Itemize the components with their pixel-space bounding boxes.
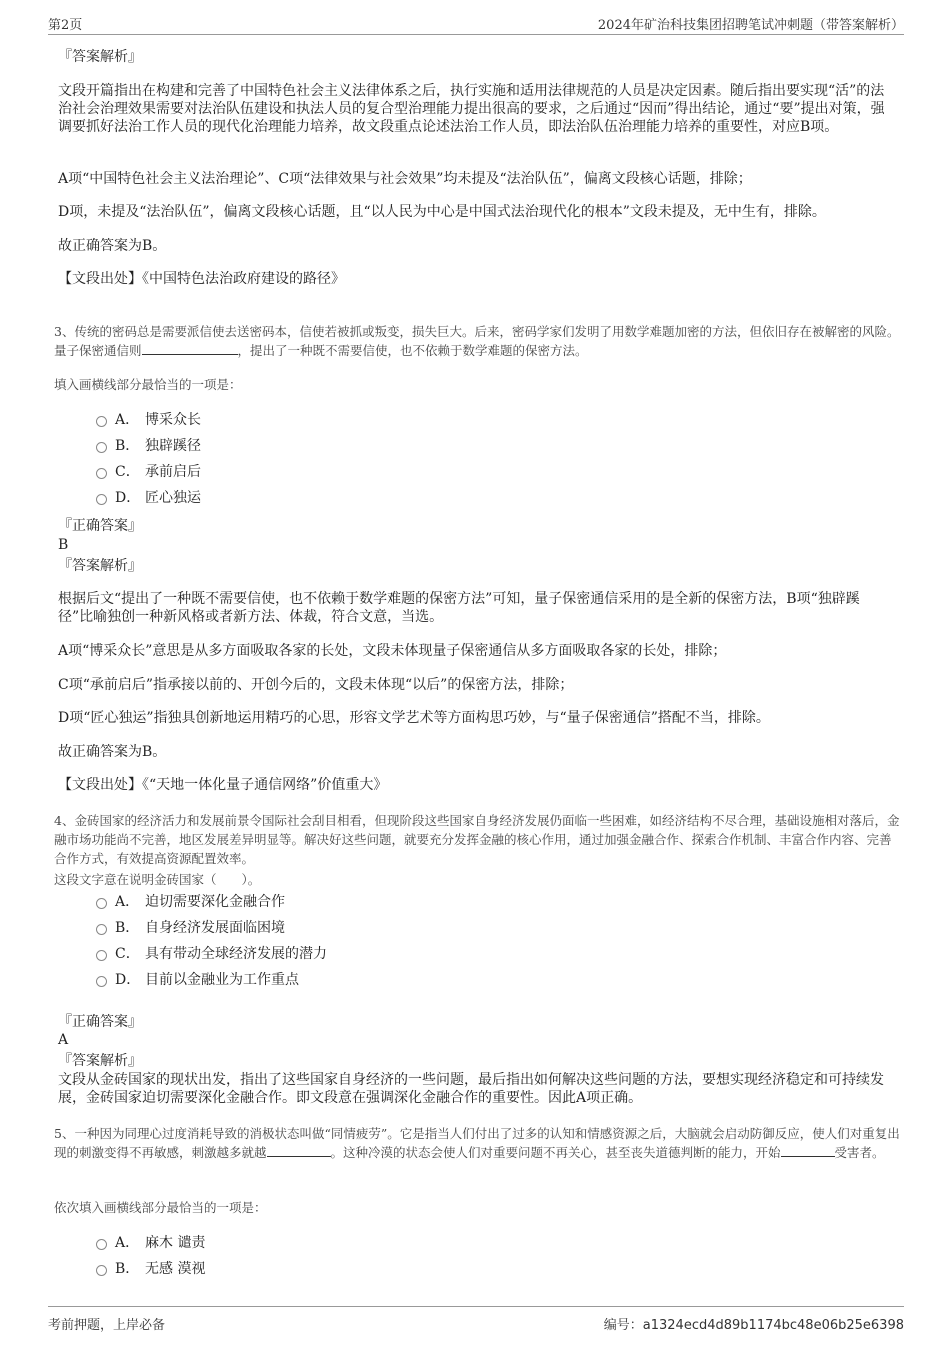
q4-stem: 4、金砖国家的经济活力和发展前景令国际社会刮目相看，但现阶段这些国家自身经济发展仍面临一些困难，如经济结构不尽合理，基础设施相对落后，金融市场功能尚不完善，地区发展差异明显等。解决好这些问题，就要充分发挥金融的核心作用，通过加强金融合作、探索合作机制、丰富合作内容、完善合作方式，有效提高资源配置效率。 <box>54 813 900 866</box>
q3-stem <box>54 322 900 360</box>
page-footer <box>48 1306 904 1337</box>
q3-stem-part2: ，提出了一种既不需要信使，也不依赖于数学难题的保密方法。 <box>237 343 588 358</box>
q4-option-a[interactable]: A． 迫切需要深化金融合作 <box>96 892 285 912</box>
q2-analysis-p1: 文段开篇指出在构建和完善了中国特色社会主义法律体系之后，执行实施和适用法律规范的人员是决定因素。随后指出要实现“活”的法治社会治理效果需要对法治队伍建设和执法人员的复合型治理能力提出很高的要求，之后通过“因而”得出结论，通过“要”提出对策，强调要抓好法治工作人员的现代化治理能力培养，故文段重点论述法治工作人员，即法治队伍治理能力培养的重要性，对应B项。 <box>58 83 885 135</box>
q3-analysis-p1: 根据后文“提出了一种既不需要信使，也不依赖于数学难题的保密方法”可知，量子保密通信采用的是全新的保密方法，B项“独辟蹊径”比喻独创一种新风格或者新方法、体裁，符合文意，当选。 <box>58 591 860 625</box>
q3-option-a[interactable]: A． 博采众长 <box>96 410 201 430</box>
q3-source: 【文段出处】《“天地一体化量子通信网络”价值重大》 <box>58 777 388 793</box>
radio-icon[interactable] <box>96 898 107 909</box>
q3-analysis-p3: C项“承前启后”指承接以前的、开创今后的，文段未体现“以后”的保密方法，排除； <box>58 677 574 693</box>
q3-stem-part1: 3、传统的密码总是需要派信使去送密码本，信使若被抓或叛变，损失巨大。后来，密码学家们发明了用数学难题加密的方法，但依旧存在被解密的风险。量子保密通信则 <box>54 324 900 358</box>
q3-correct-label: 『正确答案』 <box>58 518 142 534</box>
document-title: 2024年矿治科技集团招聘笔试冲刺题（带答案解析） <box>597 18 904 33</box>
q4-option-c[interactable]: C． 具有带动全球经济发展的潜力 <box>96 944 327 964</box>
footer-code-label: 编号： <box>603 1318 643 1333</box>
radio-icon[interactable] <box>96 976 107 987</box>
q3-correct-value: B <box>58 537 69 553</box>
q3-option-c[interactable]: C． 承前启后 <box>96 462 201 482</box>
q2-analysis-p3: D项，未提及“法治队伍”，偏离文段核心话题，且“以人民为中心是中国式法治现代化的根本”文段未提及，无中生有，排除。 <box>58 204 826 220</box>
q5-blank-2 <box>781 1144 835 1157</box>
q2-source: 【文段出处】《中国特色法治政府建设的路径》 <box>58 271 345 287</box>
q4-option-b[interactable]: B． 自身经济发展面临困境 <box>96 918 285 938</box>
q5-blank-1 <box>267 1144 331 1157</box>
q4-analysis-p1: 文段从金砖国家的现状出发，指出了这些国家自身经济的一些问题，最后指出如何解决这些问题的方法，要想实现经济稳定和可持续发展，金砖国家迫切需要深化金融合作。即文段意在强调深化金融合作的重要性。因此A项正确。 <box>58 1072 884 1106</box>
page-number: 第2页 <box>48 18 83 33</box>
page-header <box>48 10 904 35</box>
q5-option-a[interactable]: A． 麻木 谴责 <box>96 1233 205 1253</box>
q5-stem <box>54 1124 900 1162</box>
q5-option-b[interactable]: B． 无感 漠视 <box>96 1259 205 1279</box>
q2-analysis-p4: 故正确答案为B。 <box>58 238 167 254</box>
q2-analysis-p2: A项“中国特色社会主义法治理论”、C项“法律效果与社会效果”均未提及“法治队伍”，偏离文段核心话题，排除； <box>58 171 752 187</box>
radio-icon[interactable] <box>96 924 107 935</box>
radio-icon[interactable] <box>96 416 107 427</box>
radio-icon[interactable] <box>96 494 107 505</box>
q4-option-d[interactable]: D． 目前以金融业为工作重点 <box>96 970 299 990</box>
q3-blank <box>142 342 238 355</box>
radio-icon[interactable] <box>96 1239 107 1250</box>
q3-option-d[interactable]: D． 匠心独运 <box>96 488 201 508</box>
q5-stem-part1: 5、一种因为同理心过度消耗导致的消极状态叫做“同情疲劳”。它是指当人们付出了过多的认知和情感资源之后，大脑就会启动防御反应，使人们对重复出现的刺激变得不再敏感，刺激越多就越 <box>54 1126 900 1160</box>
q5-prompt: 依次填入画横线部分最恰当的一项是： <box>54 1200 267 1215</box>
q4-correct-label: 『正确答案』 <box>58 1014 142 1030</box>
q5-stem-part3: 受害者。 <box>834 1145 885 1160</box>
radio-icon[interactable] <box>96 950 107 961</box>
radio-icon[interactable] <box>96 442 107 453</box>
radio-icon[interactable] <box>96 468 107 479</box>
footer-code-value: a1324ecd4d89b1174bc48e06b25e6398 <box>642 1318 904 1333</box>
footer-slogan: 考前押题，上岸必备 <box>48 1318 166 1333</box>
q2-analysis-label: 『答案解析』 <box>58 49 142 65</box>
q4-analysis-label: 『答案解析』 <box>58 1053 142 1069</box>
q3-analysis-p4: D项“匠心独运”指独具创新地运用精巧的心思，形容文学艺术等方面构思巧妙，与“量子保密通信”搭配不当，排除。 <box>58 710 770 726</box>
q3-analysis-p2: A项“博采众长”意思是从多方面吸取各家的长处，文段未体现量子保密通信从多方面吸取各家的长处，排除； <box>58 643 727 659</box>
radio-icon[interactable] <box>96 1265 107 1276</box>
q4-correct-value: A <box>58 1032 69 1048</box>
q3-analysis-label: 『答案解析』 <box>58 558 142 574</box>
q3-analysis-p5: 故正确答案为B。 <box>58 744 167 760</box>
q4-prompt: 这段文字意在说明金砖国家（ ）。 <box>54 872 261 887</box>
q3-prompt: 填入画横线部分最恰当的一项是： <box>54 377 242 392</box>
q5-stem-part2: 。这种冷漠的状态会使人们对重要问题不再关心，甚至丧失道德判断的能力，开始 <box>330 1145 781 1160</box>
q3-option-b[interactable]: B． 独辟蹊径 <box>96 436 201 456</box>
footer-code <box>604 1314 904 1333</box>
